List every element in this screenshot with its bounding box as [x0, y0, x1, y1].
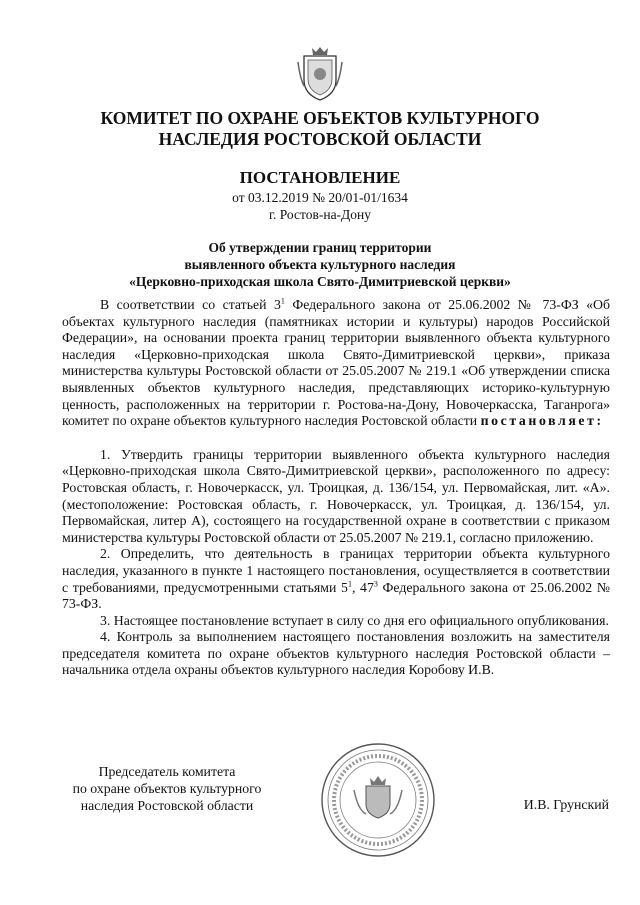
document-body	[62, 297, 610, 679]
subject-line3: «Церковно-приходская школа Свято-Димитриевской церкви»	[129, 274, 511, 289]
signer-title: Председатель комитета по охране объектов культурного наследия Ростовской области	[72, 764, 262, 813]
official-seal-stamp	[318, 740, 438, 860]
preamble-paragraph: В соответствии со статьей $3^1$ Федерального закона от 25.06.2002 № 73-ФЗ «Об объектах культурного наследия (памятниках истории и культуры) народов Российской Федерации», на основании проекта границ территории выявленного объекта культурного наследия «Церковно-приходская школа Свято-Димитриевской церкви», приказа министерства культуры Ростовской области от 25.05.2007 № 219.1 «Об утверждении списка выявленных объектов культурного наследия, представляющих историко-культурную ценность, расположенных на территории г. Ростова-на-Дону, Новочеркасска, Таганрога» комитет по охране объектов культурного наследия Ростовской области постановляет:	[62, 296, 610, 429]
item-1: 1. Утвердить границы территории выявленного объекта культурного наследия «Церковно-приходская школа Свято-Димитриевской церкви», расположенного по адресу: Ростовская область, г. Новочеркасск, ул. Троицкая, д. 136/154, ул. Первомайская, лит. «А». (местоположение: Ростовская область, г. Новочеркасск, ул. Троицкая, д. 136/154, ул. Первомайская, литер А), состоящего на государственной охране в соответствии с приказом министерства культуры Ростовской области от 25.05.2007 № 219.1, согласно приложению.	[62, 446, 610, 545]
item-3: 3. Настоящее постановление вступает в силу со дня его официального опубликования.	[100, 612, 609, 628]
coat-of-arms-emblem	[296, 44, 344, 102]
item-4: 4. Контроль за выполнением настоящего постановления возложить на заместителя председателя комитета по охране объектов культурного наследия Ростовской области – начальника отдела охраны объектов культурного наследия Коробову И.В.	[62, 629, 610, 678]
committee-name-line1: КОМИТЕТ ПО ОХРАНЕ ОБЪЕКТОВ КУЛЬТУРНОГО	[100, 108, 540, 128]
document-date-number: от 03.12.2019 № 20/01-01/1634	[232, 190, 408, 205]
document-subject	[0, 239, 640, 290]
subject-line2: выявленного объекта культурного наследия	[184, 257, 456, 272]
committee-name-line2: НАСЛЕДИЯ РОСТОВСКОЙ ОБЛАСТИ	[158, 129, 482, 149]
item-2: 2. Определить, что деятельность в границах территории объекта культурного наследия, указанного в пункте 1 настоящего постановления, осуществляется в соответствии с требованиями, предусмотренными статьями $5^1$, $47^3$ Федерального закона от 25.06.2002 № 73-ФЗ.	[62, 546, 610, 612]
resolves-word: постановляет:	[480, 413, 604, 429]
subject-line1: Об утверждении границ территории	[208, 240, 432, 255]
document-type: ПОСТАНОВЛЕНИЕ	[239, 168, 401, 187]
document-city: г. Ростов-на-Дону	[268, 207, 371, 222]
signer-name: И.В. Грунский	[523, 797, 609, 812]
committee-name	[0, 108, 640, 150]
